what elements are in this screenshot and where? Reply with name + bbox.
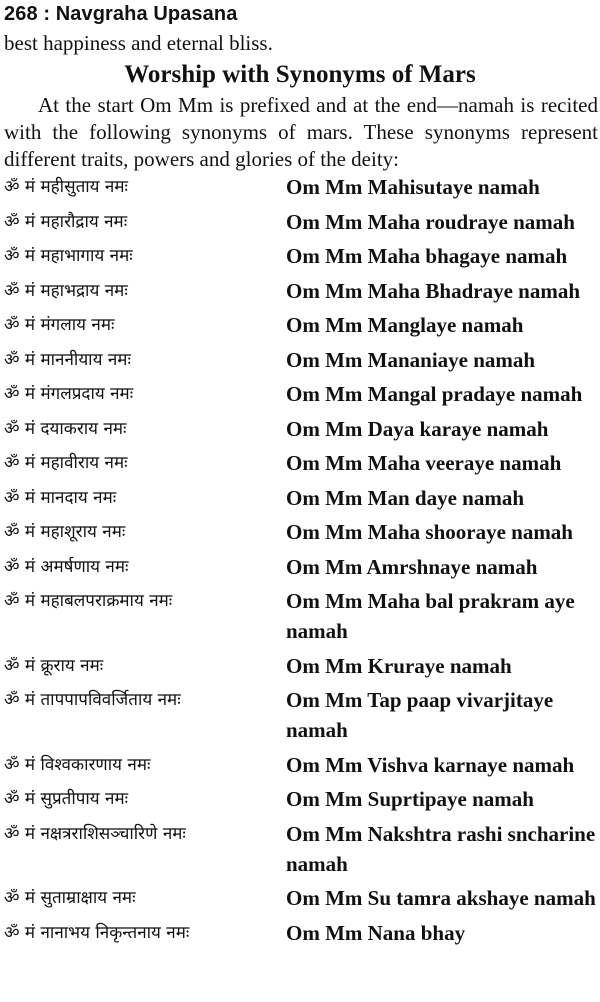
mantra-entry [0,883,600,918]
mantra-entry [0,685,600,750]
mantra-entry [0,819,600,884]
mantra-entry [0,552,600,587]
mantra-transliteration: Om Mm Mananiaye namah [286,347,536,372]
mantra-transliteration: Om Mm Man daye namah [286,485,524,510]
mantra-devanagari: ॐ मं महारौद्राय नमः [4,211,128,232]
mantra-transliteration: Om Mm Suprtipaye namah [286,787,534,811]
mantra-devanagari: ॐ मं नानाभय निकृन्तनाय नमः [4,922,190,943]
mantra-transliteration: Om Mm Maha bhagaye namah [286,244,568,268]
mantra-entry [0,310,600,345]
mantra-entry [0,345,600,380]
intro-text: At the start Om Mm is prefixed and at the end—namah is recited with the following synonyms of mars. These synonyms represent different traits, powers and glories of the deity: [4,93,598,171]
mantra-transliteration: Om Mm Vishva karnaye namah [286,752,575,777]
mantra-devanagari: ॐ मं नक्षत्रराशिसञ्चारिणे नमः [4,823,186,844]
mantra-entry [0,276,600,311]
mantra-transliteration: Om Mm Amrshnaye namah [286,554,538,579]
mantra-devanagari: ॐ मं दयाकराय नमः [4,418,127,439]
mantra-entry [0,483,600,518]
mantra-devanagari: ॐ मं मंगलप्रदाय नमः [4,384,134,404]
mantra-devanagari: ॐ मं महावीराय नमः [4,453,128,473]
mantra-devanagari: ॐ मं महाभागाय नमः [4,246,133,266]
mantra-entry [0,172,600,207]
mantra-transliteration: Om Mm Tap paap vivarjitaye namah [286,688,554,742]
mantra-entry [0,414,600,449]
mantra-transliteration: Om Mm Mahisutaye namah [286,175,540,199]
mantra-entry [0,517,600,552]
mantra-transliteration: Om Mm Maha Bhadraye namah [286,278,580,303]
mantra-devanagari: ॐ मं विश्वकारणाय नमः [4,754,151,775]
mantra-transliteration: Om Mm Nana bhay [286,920,466,945]
mantra-devanagari: ॐ मं सुप्रतीपाय नमः [4,789,129,809]
mantra-transliteration: Om Mm Mangal pradaye namah [286,382,583,406]
section-heading: Worship with Synonyms of Mars [124,61,476,88]
mantra-entry [0,918,600,953]
mantra-transliteration: Om Mm Maha veeraye namah [286,451,562,475]
mantra-devanagari: ॐ मं सुताम्राक्षाय नमः [4,888,136,908]
mantra-devanagari: ॐ मं माननीयाय नमः [4,349,131,370]
mantra-devanagari: ॐ मं महाशूराय नमः [4,522,126,542]
continued-text: best happiness and eternal bliss. [4,31,273,55]
mantra-devanagari: ॐ मं मानदाय नमः [4,487,117,508]
mantra-entry [0,750,600,785]
mantra-transliteration: Om Mm Su tamra akshaye namah [286,886,596,910]
mantra-transliteration: Om Mm Manglaye namah [286,313,524,337]
mantra-transliteration: Om Mm Maha shooraye namah [286,520,573,544]
mantra-devanagari: ॐ मं मंगलाय नमः [4,315,115,335]
mantra-entry [0,207,600,242]
mantra-transliteration: Om Mm Kruraye namah [286,653,512,678]
mantra-list [0,172,600,952]
mantra-entry [0,784,600,819]
mantra-devanagari: ॐ मं महाबलपराक्रमाय नमः [4,591,173,611]
mantra-devanagari: ॐ मं महाभद्राय नमः [4,280,128,301]
mantra-devanagari: ॐ मं महीसुताय नमः [4,177,128,197]
mantra-entry [0,586,600,651]
mantra-entry [0,651,600,686]
mantra-entry [0,379,600,414]
mantra-transliteration: Om Mm Maha bal prakram aye namah [286,589,575,643]
intro-paragraph [4,92,598,173]
mantra-devanagari: ॐ मं क्रूराय नमः [4,655,104,676]
mantra-devanagari: ॐ मं अमर्षणाय नमः [4,556,129,577]
mantra-entry [0,448,600,483]
mantra-transliteration: Om Mm Nakshtra rashi sncharine namah [286,821,596,876]
mantra-entry [0,241,600,276]
mantra-transliteration: Om Mm Daya karaye namah [286,416,549,441]
mantra-devanagari: ॐ मं तापपापविवर्जिताय नमः [4,690,181,710]
running-head: 268 : Navgraha Upasana [4,3,238,25]
mantra-transliteration: Om Mm Maha roudraye namah [286,209,575,234]
